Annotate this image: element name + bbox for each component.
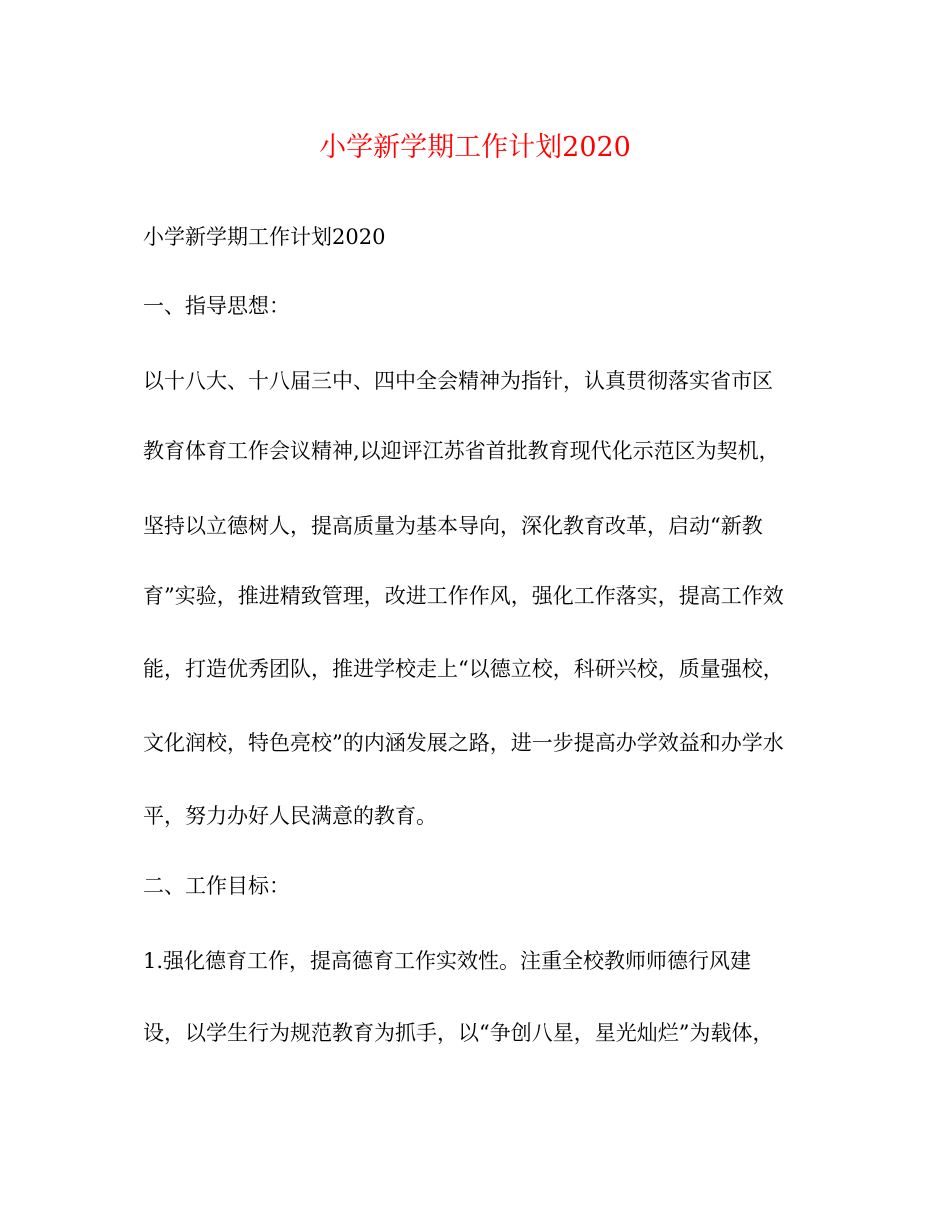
- section-heading-guiding-ideology: 一、指导思想：: [143, 294, 290, 318]
- paragraph-line: 1.强化德育工作，提高德育工作实效性。注重全校教师师德行风建: [143, 949, 752, 973]
- paragraph-line: 设，以学生行为规范教育为抓手，以“争创八星，星光灿烂”为载体，: [143, 1021, 774, 1045]
- paragraph-line: 平，努力办好人民满意的教育。: [143, 804, 437, 828]
- subtitle-line: 小学新学期工作计划2020: [143, 225, 386, 249]
- paragraph-line: 以十八大、十八届三中、四中全会精神为指针，认真贯彻落实省市区: [143, 369, 773, 393]
- paragraph-line: 教育体育工作会议精神,以迎评江苏省首批教育现代化示范区为契机，: [143, 439, 780, 463]
- paragraph-line: 能，打造优秀团队，推进学校走上“以德立校，科研兴校，质量强校，: [143, 657, 784, 681]
- paragraph-line: 坚持以立德树人，提高质量为基本导向，深化教育改革，启动“新教: [143, 514, 763, 538]
- document-title: 小学新学期工作计划2020: [319, 132, 631, 163]
- paragraph-line: 文化润校，特色亮校”的内涵发展之路，进一步提高办学效益和办学水: [143, 731, 784, 755]
- section-heading-work-goals: 二、工作目标：: [143, 874, 290, 898]
- paragraph-line: 育”实验，推进精致管理，改进工作作风，强化工作落实，提高工作效: [143, 584, 784, 608]
